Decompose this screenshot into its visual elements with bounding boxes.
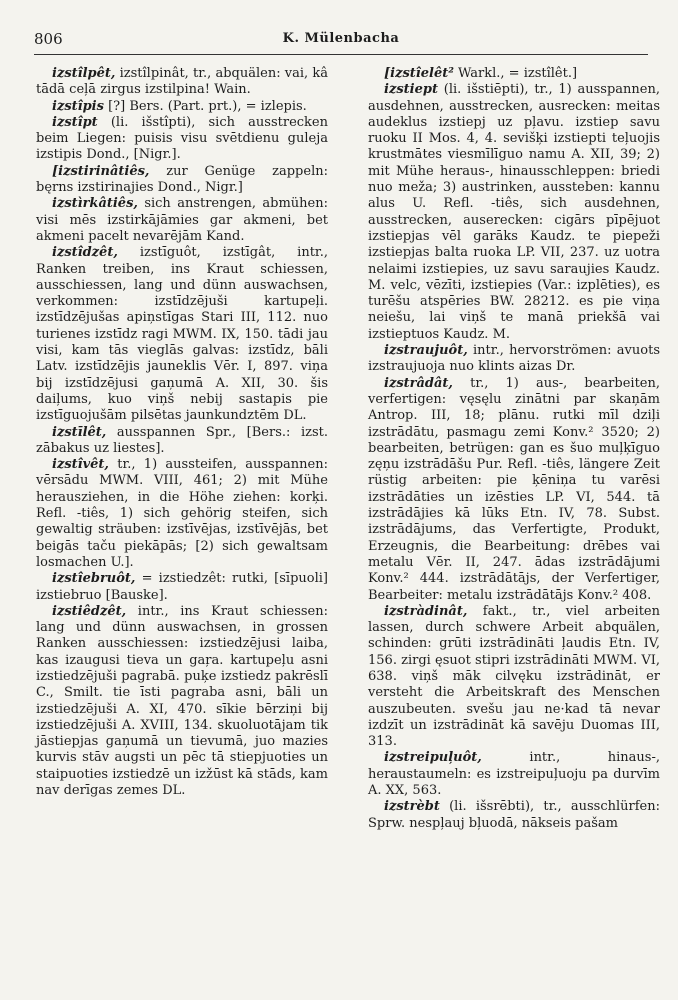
entry-definition: [?] Bers. (Part. prt.), = izlepis. [103, 98, 307, 114]
entry-headword: izstrâdât, [384, 375, 453, 391]
dictionary-entry [368, 66, 660, 82]
entry-headword: [izstirinâtiês, [52, 163, 150, 179]
entry-headword: izstîvêt, [52, 457, 109, 473]
dictionary-entry [368, 750, 660, 799]
entry-headword: izstrèbt [384, 799, 440, 815]
entry-headword: izstīlêt, [52, 424, 107, 440]
entry-definition: tr., 1) aus-, bearbeiten, verfertigen: vęsęlu zinātni par skaņām Antrop. III, 18; plānu. rutki mīl dziļi izstrādātu, pasmagu zemi Konv.² 3520; 2) bearbeiten, betrügen: gan es šuo muļķīguo zęņu izstrādāšu Pur. Refl. -tiês, längere Zeit rüstig arbeiten: pie ķēniņa tu varēsi izstrādāties un izēsties LP. VI, 544. tā izstrādājies kā lūks Etn. IV, 78. Subst. izstrādājums, das Verfertigte, Produkt, Erzeugnis, die Bearbeitung: drēbes vai metalu Vēr. II, 247. ādas izstrādājumi Konv.² 444. izstrādātājs, der Verfertiger, Bearbeiter: metalu izstrādātājs Konv.² 408. [368, 375, 660, 603]
entry-definition: izstîlpinât, tr., abquälen: vai, kâ tādā ceļā zirgus izstilpina! Wain. [36, 66, 328, 98]
entry-definition: (li. išstiēpti), tr., 1) ausspannen, ausdehnen, ausstrecken, ausrecken: meitas audeklus izstiepj uz pļavu. izstiep savu ruoku II Mos. 4, 4. sevišķi izstiepti teļuojis krustmātes viesmīlīguo namu A. XII, 39; 2) mit Mühe heraus-, hinausschleppen: briedi nuo meža; 3) austrinken, aussteben: kannu alus U. Refl. -tiês, sich ausdehnen, ausstrecken, auserecken: cigārs pīpējuot izstiepjas vēl garāks Kaudz. te piepeži izstiepjas balta ruoka LP. VII, 237. uz uotra nelaimi izstiepies, uz savu saraujies Kaudz. M. velc, vēzīti, izstiepies (Var.: izplēties), es turēšu atspēries BW. 28212. es pie viņa neiešu, lai viņš te manā priekšā vai izstieptuos Kaudz. M. [368, 82, 660, 342]
dictionary-entry [36, 196, 328, 245]
entry-headword: [izstîelêt² [384, 66, 454, 81]
entry-definition: zur Genüge zappeln: bęrns izstirinajies Dond., Nigr.] [36, 163, 328, 196]
dictionary-entry [36, 604, 328, 800]
dictionary-entry [36, 164, 328, 197]
dictionary-entry [368, 604, 660, 751]
entry-definition: sich anstrengen, abmühen: visi mēs izstirkājāmies gar akmeni, bet akmeni pacelt nevarējām Kand. [36, 196, 328, 244]
entry-headword: izstraujuôt, [384, 343, 468, 359]
entry-headword: izstîpis [52, 98, 104, 114]
dictionary-entry [36, 66, 328, 99]
dictionary-entry [36, 571, 328, 604]
entry-headword: izstreipuļuôt, [384, 750, 482, 766]
entry-definition: Warkl., = izstîlêt.] [453, 66, 578, 81]
entry-definition: tr., 1) aussteifen, ausspannen: vērsādu MWM. VIII, 461; 2) mit Mühe herausziehen, in die Höhe ziehen: korķi. Refl. -tiês, 1) sich gehörig steifen, sich gewaltig sträuben: izstīvējas, izstīvējās, bet beigās taču piekāpās; [2) sich gewaltsam losmachen U.]. [36, 457, 328, 570]
entry-headword: izstìrkâtiês, [52, 196, 138, 212]
running-head: K. Mülenbacha [282, 31, 400, 46]
right-column [368, 66, 660, 832]
dictionary-entry [36, 425, 328, 458]
entry-headword: izstîebruôt, [52, 571, 136, 587]
dictionary-entry [36, 115, 328, 164]
dictionary-entry [368, 82, 660, 343]
left-column [36, 66, 328, 799]
entry-definition: izstīguôt, izstīgât, intr., Ranken treiben, ins Kraut schiessen, ausschiessen, lang und dünn auswachsen, verkommen: izstīdzējuši kartupeļi. izstīdzējušas apiņstīgas Stari III, 112. nuo turienes izstīdz ragi MWM. IX, 150. tādi jau visi, kam tās vieglās galvas: izstīdz, bāli Latv. izstīdzējis jauneklis Vēr. I, 897. viņa bij izstīdzējusi gaņumā A. XII, 30. šis daiļums, kuo viņš nebij sastapis pie izstīguojušām pilsētas jaunkundztēm DL. [36, 245, 328, 424]
entry-definition: intr., hervorströmen: avuots izstraujuoja nuo klints aizas Dr. [368, 343, 660, 375]
dictionary-entry [36, 245, 328, 424]
entry-definition: intr., ins Kraut schiessen: lang und dünn auswachsen, in grossen Ranken ausschiessen: izstiedzējusi laiba, kas izaugusi tieva un gaŗa. kartupeļu asni izstiedzējuši pagrabā. puķe izstiedz pakrēslī C., Smilt. tie īsti pagraba asni, bāli un izstiedzējuši A. XI, 470. sīkie bērziņi bij izstiedzējuši A. XVIII, 134. skuoluotājam tik jāstiepjas gaņumā un tievumā, juo mazies kurvis stāv augsti un pēc tā stiepjuoties un staipuoties izstiedzē un izžūst kā stāds, kam nav derīgas zemes DL. [36, 603, 328, 799]
entry-definition: ausspannen Spr., [Bers.: izst. zābakus uz liestes]. [36, 424, 328, 456]
entry-definition: = izstiedzêt: rutki, [sīpuoli] izstiebruo [Bauske]. [36, 571, 328, 603]
dictionary-entry [368, 376, 660, 604]
dictionary-entry [36, 457, 328, 571]
entry-headword: izstîlpêt, [52, 66, 116, 81]
entry-definition: (li. išstîpti), sich ausstrecken beim Liegen: puisis visu svētdienu guleja izstipis Dond., [Nigr.]. [36, 114, 328, 163]
entry-headword: izstiept [384, 82, 438, 98]
entry-definition: intr., hinaus-, heraustaumeln: es izstreipuļuoju pa durvīm A. XX, 563. [368, 750, 660, 799]
entry-definition: (li. išsrēbti), tr., ausschlürfen: Sprw. nespļauj bļuodā, nākseis pašam [368, 799, 660, 831]
page-header [34, 30, 648, 55]
page-number: 806 [34, 30, 63, 48]
entry-headword: izstîdzêt, [52, 245, 118, 261]
dictionary-entry [368, 799, 660, 832]
dictionary-entry [368, 343, 660, 376]
entry-headword: izstràdinât, [384, 603, 468, 619]
dictionary-entry [36, 99, 328, 115]
entry-headword: izstîpt [52, 114, 98, 130]
entry-definition: fakt., tr., viel arbeiten lassen, durch schwere Arbeit abquälen, schinden: grūti izstrādināti ļaudis Etn. IV, 156. zirgi ęsuot stipri izstrādināti MWM. VI, 638. viņš māk cilvęku izstrādināt, er versteht die Arbeitskraft des Menschen auszubeuten. svešu jau ne·kad tā nevar izdzīt un izstrādināt kā savēju Duomas III, 313. [368, 603, 660, 750]
entry-headword: izstiêdzêt, [52, 603, 127, 619]
